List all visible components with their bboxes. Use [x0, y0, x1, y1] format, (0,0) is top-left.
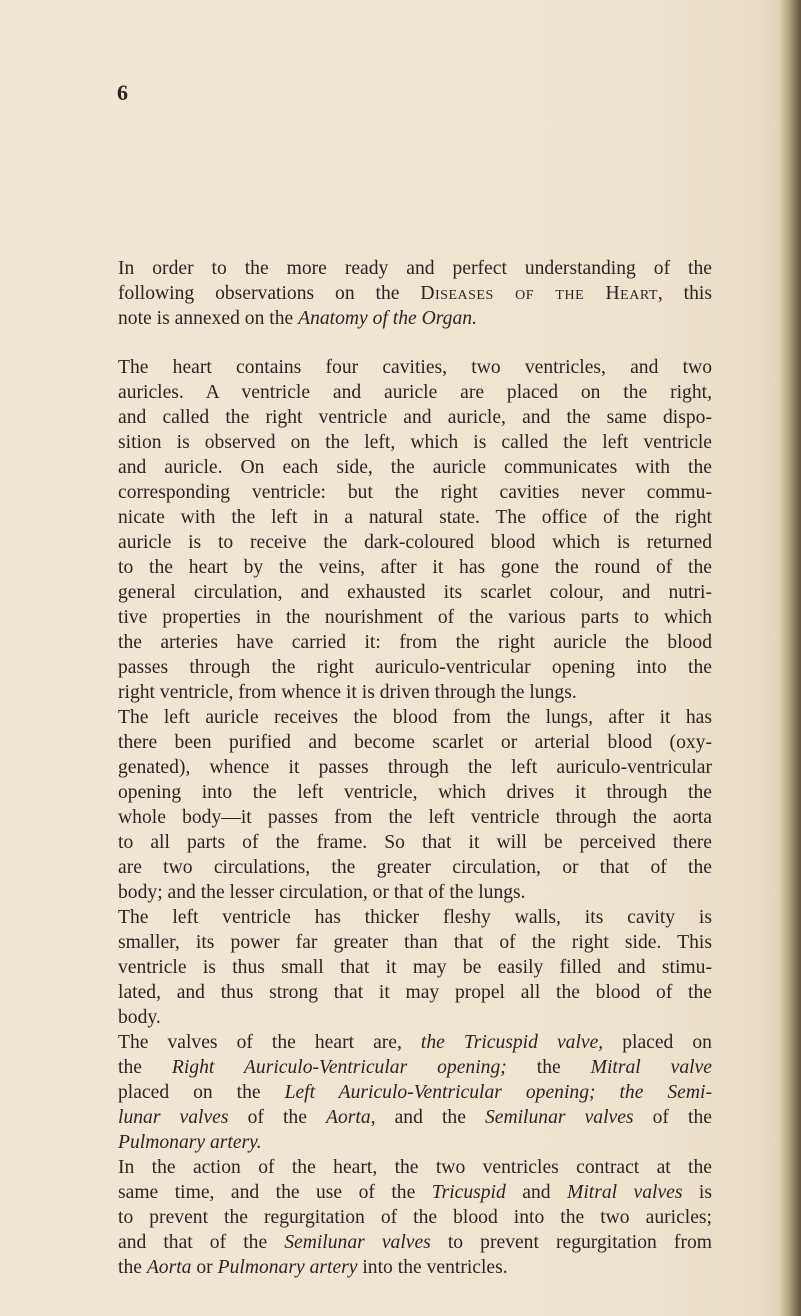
text-run: The left auricle receives the blood from the lungs, after it has	[118, 707, 712, 728]
text-run: The left ventricle has thicker fleshy walls, its cavity is	[118, 907, 712, 928]
text-run: and	[505, 1182, 567, 1203]
page-binding-edge	[779, 0, 801, 1316]
text-run: to all parts of the frame. So that it will be perceived there	[118, 832, 712, 853]
text-line	[118, 555, 712, 580]
text-run: lated, and thus strong that it may propel all the blood of the	[118, 982, 712, 1003]
text-run: In the action of the heart, the two ventricles contract at the	[118, 1157, 712, 1178]
text-run: to the heart by the veins, after it has gone the round of the	[118, 557, 712, 578]
text-line	[118, 1030, 712, 1055]
text-line	[118, 505, 712, 530]
text-line	[118, 830, 712, 855]
text-run: Diseases of the Heart	[420, 283, 658, 304]
text-line	[118, 655, 712, 680]
text-line	[118, 955, 712, 980]
text-line	[118, 605, 712, 630]
text-line	[118, 1130, 712, 1155]
text-run: Mitral valve	[590, 1057, 712, 1078]
text-run: Aorta,	[325, 1107, 376, 1128]
text-run: Left Auriculo-Ventricular opening; the Semi-	[284, 1082, 712, 1103]
text-line	[118, 580, 712, 605]
text-run: same time, and the use of the	[118, 1182, 432, 1203]
page-number: 6	[117, 80, 128, 105]
text-run: nicate with the left in a natural state. The office of the right	[118, 507, 712, 528]
text-run: smaller, its power far greater than that of the right side. This	[118, 932, 712, 953]
text-run: and that of the	[118, 1232, 285, 1253]
text-run: Tricuspid	[431, 1182, 506, 1203]
text-line	[118, 1105, 712, 1130]
text-line	[118, 281, 712, 306]
text-line	[118, 880, 712, 905]
text-line	[118, 630, 712, 655]
text-line	[118, 1155, 712, 1180]
text-line	[118, 1080, 712, 1105]
text-run: Semilunar valves	[284, 1232, 431, 1253]
text-run: body.	[118, 1007, 161, 1028]
text-run: lunar valves	[118, 1107, 229, 1128]
text-line	[118, 1205, 712, 1230]
text-run: Mitral valves	[567, 1182, 683, 1203]
text-run: of the	[633, 1107, 712, 1128]
text-line	[118, 980, 712, 1005]
text-line	[118, 405, 712, 430]
text-run: and auricle. On each side, the auricle communicates with the	[118, 457, 712, 478]
text-line	[118, 680, 712, 705]
text-run: body; and the lesser circulation, or that of the lungs.	[118, 882, 526, 903]
text-run: of the	[228, 1107, 326, 1128]
text-run: whole body—it passes from the left ventricle through the aorta	[118, 807, 712, 828]
text-run: ventricle is thus small that it may be easily filled and stimu-	[118, 957, 712, 978]
text-line	[118, 1255, 712, 1280]
text-run: sition is observed on the left, which is called the left ventricle	[118, 432, 712, 453]
text-run: In order to the more ready and perfect understanding of the	[118, 258, 712, 279]
text-line	[118, 1230, 712, 1255]
text-run: the	[506, 1057, 591, 1078]
text-run: Anatomy of the Organ.	[298, 308, 477, 329]
text-line	[118, 256, 712, 281]
text-run: The heart contains four cavities, two ventricles, and two	[118, 357, 712, 378]
text-line	[118, 355, 712, 380]
text-run: the Tricuspid valve,	[420, 1032, 604, 1053]
text-run: the	[118, 1057, 172, 1078]
text-line	[118, 1005, 712, 1030]
text-run: placed on	[603, 1032, 712, 1053]
intro-paragraph	[118, 256, 712, 331]
anatomy-text	[118, 355, 712, 1280]
text-run: auricle is to receive the dark-coloured blood which is returned	[118, 532, 712, 553]
text-run: opening into the left ventricle, which drives it through the	[118, 782, 712, 803]
text-run: and called the right ventricle and auricle, and the same dispo-	[118, 407, 712, 428]
text-line	[118, 780, 712, 805]
text-run: the	[118, 1257, 147, 1278]
text-run: following observations on the	[118, 283, 421, 304]
text-line	[118, 530, 712, 555]
text-run: Pulmonary artery.	[118, 1132, 262, 1153]
text-line	[118, 380, 712, 405]
text-run: note is annexed on the	[118, 308, 299, 329]
text-run: Pulmonary artery	[217, 1257, 358, 1278]
text-run: into the ventricles.	[357, 1257, 508, 1278]
text-run: Semilunar valves	[484, 1107, 634, 1128]
text-run: is	[682, 1182, 713, 1203]
text-run: , this	[657, 283, 712, 304]
text-line	[118, 480, 712, 505]
text-line	[118, 905, 712, 930]
text-run: genated), whence it passes through the left auriculo-ventricular	[118, 757, 712, 778]
text-line	[118, 805, 712, 830]
text-run: the arteries have carried it: from the right auricle the blood	[118, 632, 712, 653]
text-line	[118, 855, 712, 880]
text-line	[118, 1055, 712, 1080]
text-line	[118, 455, 712, 480]
text-run: passes through the right auriculo-ventricular opening into the	[118, 657, 712, 678]
text-run: The valves of the heart are,	[118, 1032, 421, 1053]
text-run: Right Auriculo-Ventricular opening;	[171, 1057, 507, 1078]
text-line	[118, 430, 712, 455]
text-line	[118, 755, 712, 780]
text-run: to prevent the regurgitation of the blood into the two auricles;	[118, 1207, 712, 1228]
text-run: are two circulations, the greater circulation, or that of the	[118, 857, 712, 878]
text-run: there been purified and become scarlet or arterial blood (oxy-	[118, 732, 712, 753]
text-run: tive properties in the nourishment of the various parts to which	[118, 607, 712, 628]
text-run: right ventricle, from whence it is driven through the lungs.	[118, 682, 577, 703]
text-run: and the	[375, 1107, 485, 1128]
text-run: to prevent regurgitation from	[430, 1232, 713, 1253]
text-line	[118, 306, 712, 331]
text-line	[118, 930, 712, 955]
text-line	[118, 705, 712, 730]
text-run: or	[191, 1257, 218, 1278]
text-line	[118, 1180, 712, 1205]
text-run: corresponding ventricle: but the right cavities never commu-	[118, 482, 712, 503]
text-run: general circulation, and exhausted its scarlet colour, and nutri-	[118, 582, 712, 603]
text-run: Aorta	[146, 1257, 192, 1278]
text-run: auricles. A ventricle and auricle are placed on the right,	[118, 382, 712, 403]
text-run: placed on the	[118, 1082, 285, 1103]
text-line	[118, 730, 712, 755]
